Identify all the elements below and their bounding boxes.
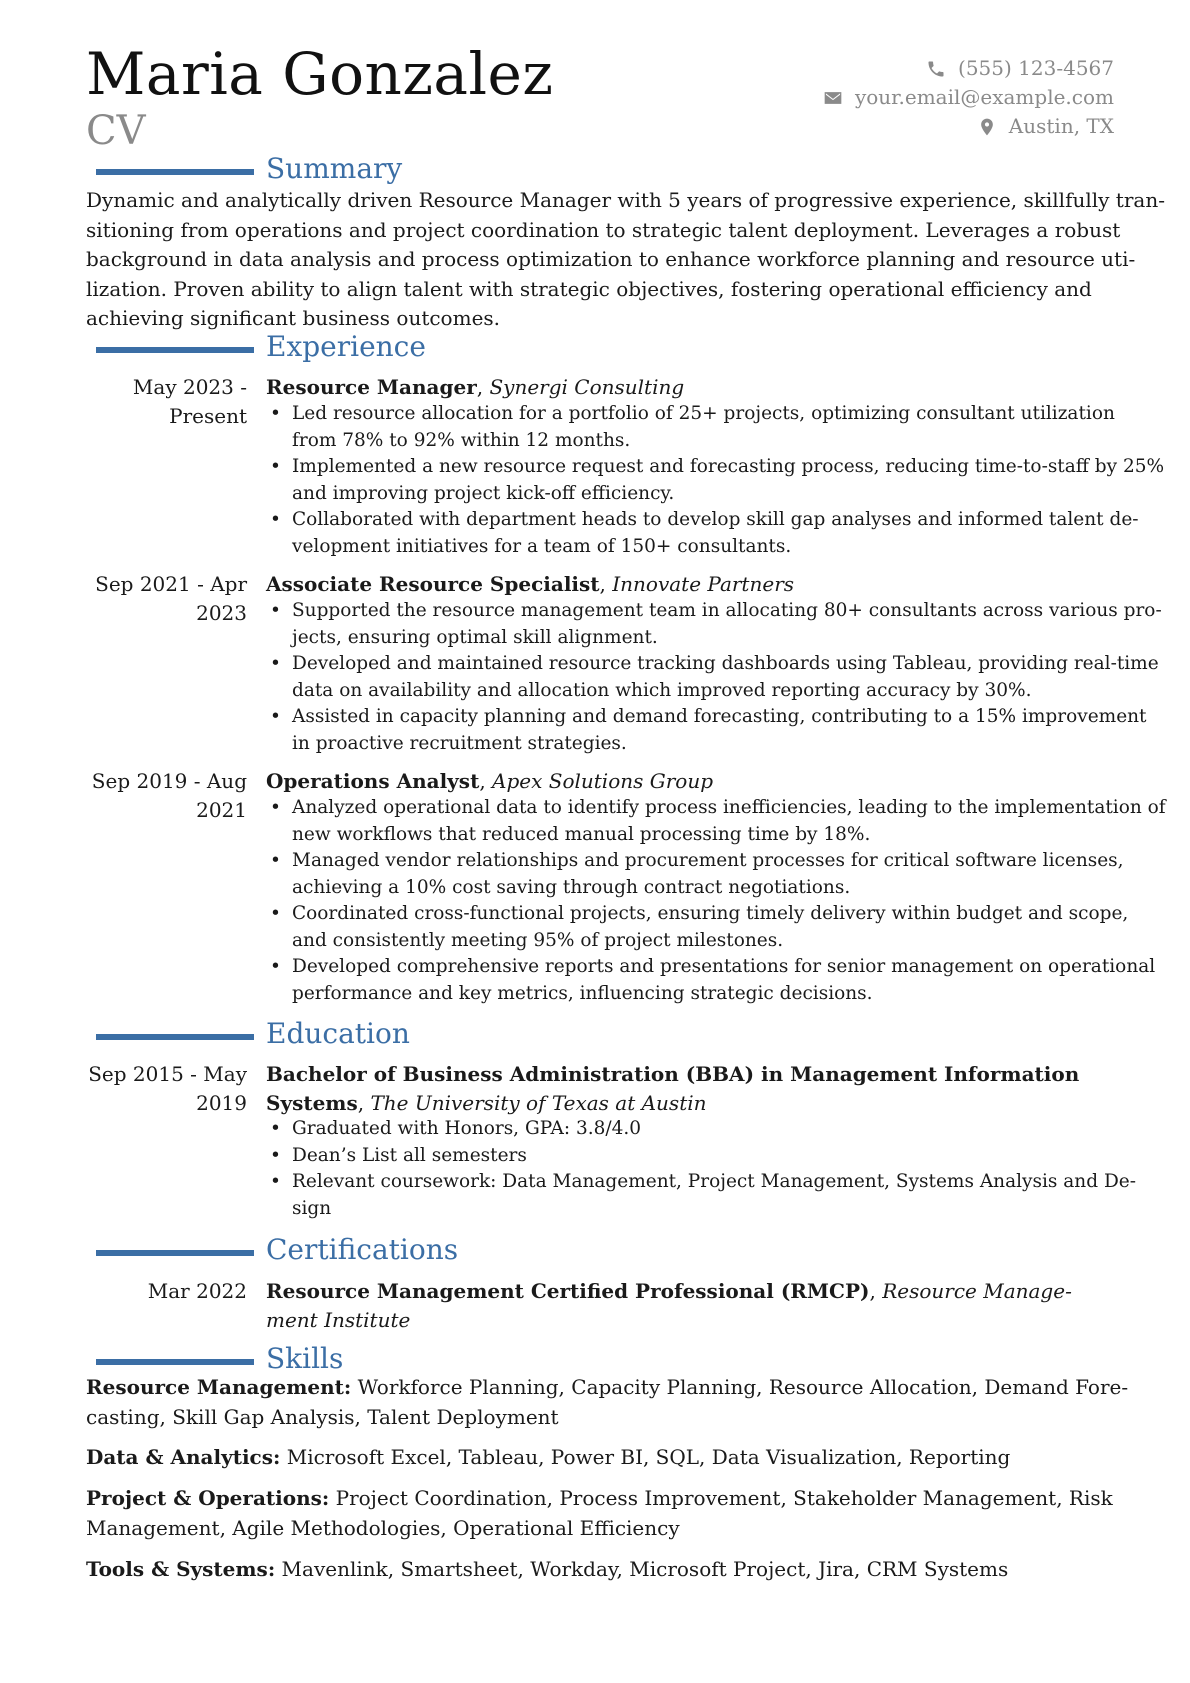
contact-block bbox=[823, 54, 1114, 141]
bullet-line: • Assisted in capacity planning and demand forecasting, contributing to a 15% improvement bbox=[292, 706, 1147, 727]
phone-text[interactable]: (555) 123-4567 bbox=[958, 56, 1114, 80]
list-item bbox=[266, 901, 1166, 954]
entry-title: Resource Management Certified Professional (RMCP), Resource Manage- ment Institute bbox=[266, 1277, 1072, 1335]
date-line: May 2023 - bbox=[132, 375, 247, 399]
skill-label: Tools & Systems: bbox=[86, 1557, 276, 1581]
skill-group bbox=[86, 1555, 1116, 1585]
bullet-line: • Dean’s List all semesters bbox=[292, 1144, 527, 1166]
list-item bbox=[266, 1116, 1136, 1143]
entry-title: Bachelor of Business Administration (BBA) in Management Information Systems, The University of Texas at Austin bbox=[266, 1062, 1080, 1115]
skill-group bbox=[86, 1443, 1116, 1473]
bullet-list bbox=[266, 1116, 1136, 1222]
bullet-line: • Graduated with Honors, GPA: 3.8/4.0 bbox=[292, 1118, 642, 1139]
bullet-line: • Developed comprehensive reports and presentations for senior management on operational bbox=[292, 956, 1156, 977]
list-item bbox=[266, 598, 1162, 651]
bullet-line: • Coordinated cross-functional projects, ensuring timely delivery within budget and scope, bbox=[292, 903, 1129, 924]
entry-title: Resource Manager, Synergi Consulting bbox=[266, 375, 685, 399]
summary-line: Dynamic and analytically driven Resource Manager with 5 years of progressive experience, skillfully tran- bbox=[86, 188, 1165, 212]
list-item bbox=[266, 454, 1164, 507]
envelope-icon bbox=[823, 88, 843, 108]
section-heading bbox=[0, 154, 1190, 188]
list-item bbox=[266, 507, 1164, 560]
date-line: Mar 2022 bbox=[147, 1279, 247, 1303]
date-line: 2019 bbox=[196, 1091, 247, 1115]
contact-email bbox=[823, 83, 1114, 112]
bullet-line: • Implemented a new resource request and forecasting process, reducing time-to-staff by 25% bbox=[292, 456, 1165, 477]
bullet-line: in proactive recruitment strategies. bbox=[292, 732, 627, 754]
date-line: Sep 2021 - Apr bbox=[95, 572, 247, 596]
summary-section bbox=[0, 154, 1190, 188]
section-heading bbox=[0, 332, 1190, 366]
entry-date bbox=[95, 570, 247, 628]
map-marker-icon bbox=[977, 117, 997, 137]
date-line: 2021 bbox=[196, 798, 247, 822]
skill-label: Project & Operations: bbox=[86, 1486, 330, 1510]
date-line: Present bbox=[169, 404, 247, 428]
list-item bbox=[266, 795, 1166, 848]
list-item bbox=[266, 1169, 1136, 1222]
contact-location bbox=[823, 112, 1114, 141]
section-divider-bar bbox=[96, 1359, 254, 1365]
bullet-line: performance and key metrics, influencing strategic decisions. bbox=[292, 982, 873, 1004]
date-line: 2023 bbox=[196, 601, 247, 625]
skill-list: Microsoft Excel, Tableau, Power BI, SQL, Data Visualization, Reporting bbox=[280, 1445, 1011, 1469]
skill-list: Project Coordination, Process Improvement, Stakeholder Management, Risk bbox=[329, 1486, 1113, 1510]
entry-date bbox=[133, 373, 247, 431]
location-text: Austin, TX bbox=[1008, 114, 1114, 138]
bullet-line: • Managed vendor relationships and procurement processes for critical software licenses, bbox=[292, 850, 1124, 871]
bullet-line: velopment initiatives for a team of 150+ consultants. bbox=[292, 535, 792, 557]
entry-date bbox=[92, 767, 247, 825]
list-item bbox=[266, 651, 1162, 704]
list-item bbox=[266, 401, 1164, 454]
skill-list: casting, Skill Gap Analysis, Talent Deployment bbox=[86, 1404, 559, 1429]
section-divider-bar bbox=[96, 1034, 254, 1040]
section-title: Summary bbox=[266, 152, 403, 185]
bullet-line: new workflows that reduced manual processing time by 18%. bbox=[292, 823, 871, 845]
bullet-list bbox=[266, 795, 1166, 1007]
contact-phone bbox=[823, 54, 1114, 83]
bullet-line: from 78% to 92% within 12 months. bbox=[292, 429, 631, 451]
section-heading bbox=[0, 1235, 1190, 1269]
company-name: Apex Solutions Group bbox=[492, 769, 714, 793]
skill-group bbox=[86, 1484, 1116, 1543]
school-name: The University of Texas at Austin bbox=[370, 1091, 707, 1115]
bullet-line: and improving project kick-off efficiency. bbox=[292, 482, 675, 504]
section-heading bbox=[0, 1019, 1190, 1053]
list-item bbox=[266, 1143, 1136, 1170]
skill-label: Resource Management: bbox=[86, 1375, 352, 1399]
summary-line: sitioning from operations and project coordination to strategic talent deployment. Leverages a robust bbox=[86, 217, 1121, 242]
skill-group bbox=[86, 1373, 1129, 1432]
bullet-line: • Relevant coursework: Data Management, Project Management, Systems Analysis and De- bbox=[292, 1171, 1136, 1192]
summary-line: background in data analysis and process optimization to enhance workforce planning and resource uti- bbox=[86, 247, 1136, 271]
email-link[interactable]: your.email@example.com bbox=[854, 85, 1114, 109]
experience-section bbox=[0, 332, 1190, 366]
company-name: Synergi Consulting bbox=[489, 375, 685, 399]
section-divider-bar bbox=[96, 347, 254, 353]
phone-icon bbox=[926, 59, 946, 79]
company-name: Innovate Partners bbox=[612, 572, 795, 596]
skill-list: Mavenlink, Smartsheet, Workday, Microsoft Project, Jira, CRM Systems bbox=[275, 1557, 1009, 1581]
bullet-line: jects, ensuring optimal skill alignment. bbox=[292, 626, 658, 648]
entry-title: Operations Analyst, Apex Solutions Group bbox=[266, 769, 714, 793]
bullet-line: data on availability and allocation which improved reporting accuracy by 30%. bbox=[292, 679, 1032, 701]
candidate-name: Maria Gonzalez bbox=[86, 40, 554, 108]
date-line: Sep 2019 - Aug bbox=[91, 769, 247, 793]
issuer-name: Resource Manage- bbox=[882, 1279, 1072, 1303]
degree-line: Bachelor of Business Administration (BBA) in Management Information bbox=[266, 1062, 1080, 1086]
section-title: Certifications bbox=[266, 1233, 459, 1266]
certification-name: Resource Management Certified Professional (RMCP) bbox=[266, 1279, 870, 1303]
list-item bbox=[266, 848, 1166, 901]
summary-text bbox=[86, 186, 1165, 334]
bullet-line: • Developed and maintained resource tracking dashboards using Tableau, providing real-time bbox=[292, 653, 1159, 674]
job-role: Operations Analyst bbox=[266, 769, 480, 793]
bullet-line: • Led resource allocation for a portfolio of 25+ projects, optimizing consultant utilization bbox=[292, 403, 1115, 424]
section-divider-bar bbox=[96, 169, 254, 175]
degree-line: Systems bbox=[266, 1091, 358, 1115]
issuer-name: ment Institute bbox=[266, 1308, 411, 1332]
entry-date bbox=[88, 1060, 247, 1118]
date-line: Sep 2015 - May bbox=[88, 1062, 247, 1086]
bullet-line: • Supported the resource management team in allocating 80+ consultants across various pro- bbox=[292, 600, 1162, 621]
entry-title: Associate Resource Specialist, Innovate Partners bbox=[266, 572, 795, 596]
bullet-line: achieving a 10% cost saving through contract negotiations. bbox=[292, 876, 851, 898]
section-divider-bar bbox=[96, 1250, 254, 1256]
bullet-list bbox=[266, 401, 1164, 560]
bullet-line: sign bbox=[292, 1197, 332, 1219]
section-title: Experience bbox=[266, 330, 426, 363]
education-section bbox=[0, 1019, 1190, 1053]
bullet-line: and consistently meeting 95% of project milestones. bbox=[292, 929, 784, 951]
skill-label: Data & Analytics: bbox=[86, 1445, 281, 1469]
section-title: Education bbox=[266, 1017, 410, 1050]
job-role: Resource Manager bbox=[266, 375, 477, 399]
job-role: Associate Resource Specialist bbox=[266, 572, 600, 596]
certifications-section bbox=[0, 1235, 1190, 1269]
list-item bbox=[266, 954, 1166, 1007]
summary-line: lization. Proven ability to align talent with strategic objectives, fostering operational efficiency and bbox=[86, 276, 1092, 301]
list-item bbox=[266, 704, 1162, 757]
summary-line: achieving significant business outcomes. bbox=[86, 306, 501, 330]
skill-list: Management, Agile Methodologies, Operational Efficiency bbox=[86, 1515, 680, 1540]
bullet-list bbox=[266, 598, 1162, 757]
bullet-line: • Collaborated with department heads to develop skill gap analyses and informed talent de- bbox=[292, 509, 1139, 530]
document-subtitle: CV bbox=[86, 108, 146, 154]
bullet-line: • Analyzed operational data to identify process inefficiencies, leading to the implementation of bbox=[292, 797, 1166, 818]
entry-date bbox=[148, 1277, 247, 1306]
section-title: Skills bbox=[266, 1342, 344, 1375]
skill-list: Workforce Planning, Capacity Planning, Resource Allocation, Demand Fore- bbox=[351, 1375, 1129, 1399]
